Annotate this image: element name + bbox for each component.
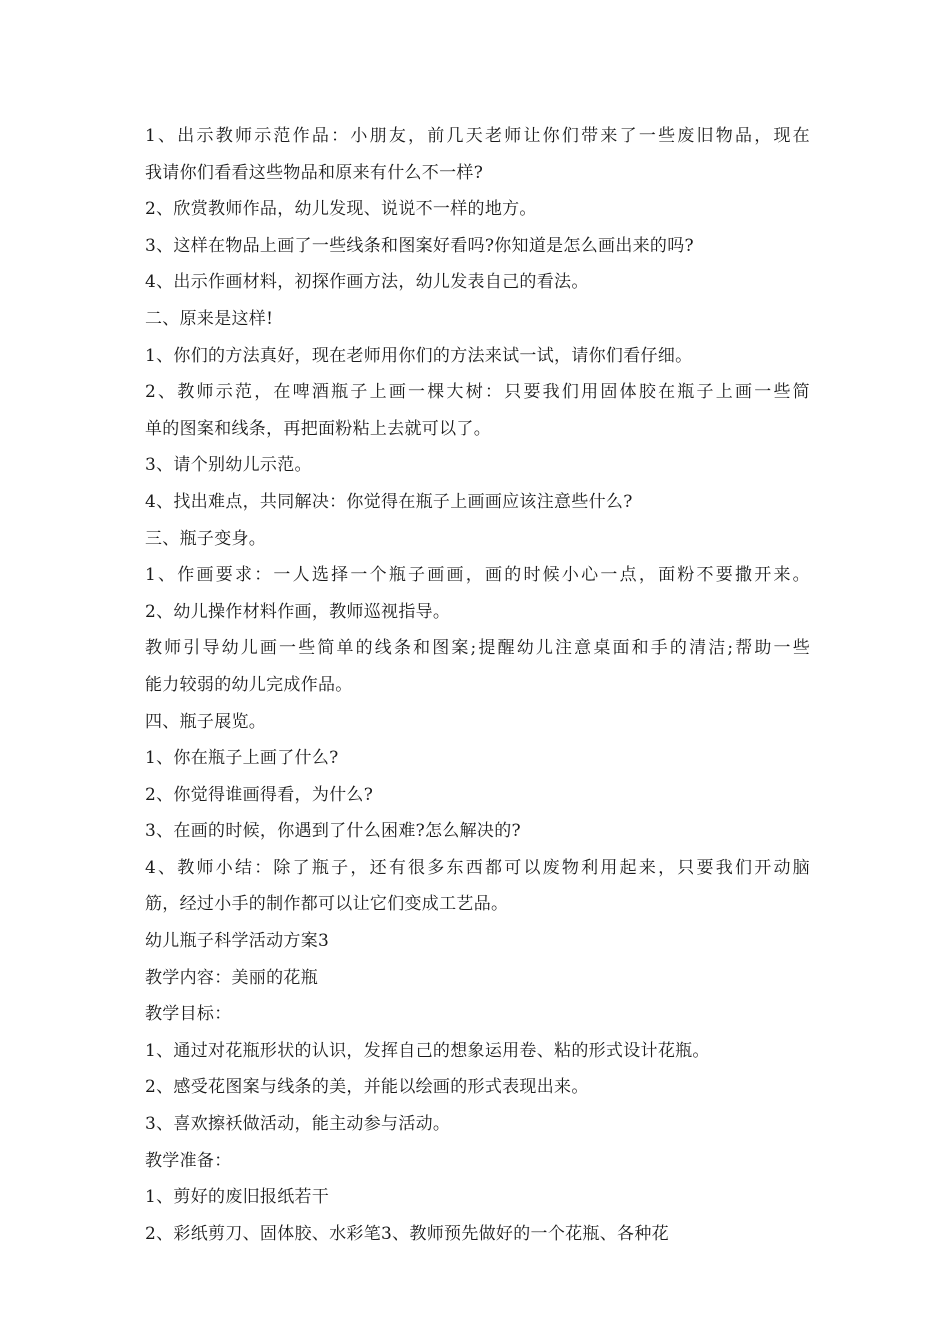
text-line: 教学目标： [145, 1004, 232, 1025]
text-line: 4、找出难点，共同解决：你觉得在瓶子上画画应该注意些什么? [145, 491, 633, 512]
text-line: 4、教师小结：除了瓶子，还有很多东西都可以废物利用起来，只要我们开动脑 [145, 857, 810, 878]
text-line: 教学内容：美丽的花瓶 [145, 967, 318, 988]
text-line: 1、剪好的废旧报纸若干 [145, 1187, 330, 1208]
text-line: 1、通过对花瓶形状的认识，发挥自己的想象运用卷、粘的形式设计花瓶。 [145, 1040, 710, 1061]
text-line: 1、作画要求：一人选择一个瓶子画画，画的时候小心一点，面粉不要撒开来。 [145, 565, 810, 586]
text-line: 我请你们看看这些物品和原来有什么不一样? [145, 162, 484, 183]
text-line: 单的图案和线条，再把面粉粘上去就可以了。 [145, 418, 491, 439]
text-line: 2、彩纸剪刀、固体胶、水彩笔3、教师预先做好的一个花瓶、各种花 [145, 1223, 669, 1244]
text-line: 教师引导幼儿画一些简单的线条和图案;提醒幼儿注意桌面和手的清洁;帮助一些 [145, 638, 810, 659]
document-body [145, 118, 810, 1252]
text-line: 2、教师示范，在啤酒瓶子上画一棵大树：只要我们用固体胶在瓶子上画一些简 [145, 382, 810, 403]
text-line: 1、你在瓶子上画了什么? [145, 748, 339, 769]
text-line: 1、你们的方法真好，现在老师用你们的方法来试一试，请你们看仔细。 [145, 345, 693, 366]
text-line: 1、出示教师示范作品：小朋友，前几天老师让你们带来了一些废旧物品，现在 [145, 126, 810, 146]
text-line: 教学准备： [145, 1150, 232, 1171]
text-line: 四、瓶子展览。 [145, 711, 267, 732]
text-line: 2、欣赏教师作品，幼儿发现、说说不一样的地方。 [145, 199, 537, 220]
text-line: 3、请个别幼儿示范。 [145, 455, 312, 476]
text-line: 2、感受花图案与线条的美，并能以绘画的形式表现出来。 [145, 1077, 589, 1098]
text-line: 三、瓶子变身。 [145, 528, 267, 549]
text-line: 3、喜欢擦袄做活动，能主动参与活动。 [145, 1114, 451, 1135]
text-line: 3、这样在物品上画了一些线条和图案好看吗?你知道是怎么画出来的吗? [145, 235, 694, 256]
text-line: 3、在画的时候，你遇到了什么困难?怎么解决的? [145, 821, 521, 842]
text-line: 二、原来是这样! [145, 308, 274, 329]
text-line: 2、你觉得谁画得看，为什么? [145, 784, 374, 805]
text-line: 能力较弱的幼儿完成作品。 [145, 674, 353, 695]
text-line: 筋，经过小手的制作都可以让它们变成工艺品。 [145, 894, 509, 915]
text-line: 4、出示作画材料，初探作画方法，幼儿发表自己的看法。 [145, 272, 589, 293]
text-line: 2、幼儿操作材料作画，教师巡视指导。 [145, 601, 451, 622]
text-line: 幼儿瓶子科学活动方案3 [145, 931, 330, 952]
